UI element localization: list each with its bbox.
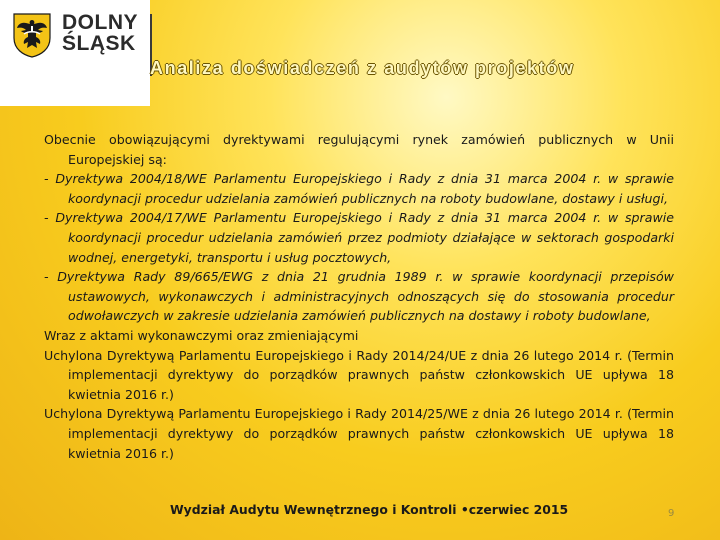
paragraph-implementing-acts: Wraz z aktami wykonawczymi oraz zmieniającymi bbox=[44, 327, 359, 343]
logo-area bbox=[0, 0, 150, 106]
slide-content bbox=[44, 130, 674, 463]
paragraph-repealed-2014-24: Uchylona Dyrektywą Parlamentu Europejskiego i Rady 2014/24/UE z dnia 26 lutego 2014 r. (Termin implementacji dyrektywy do porządków prawnych państw członkowskich UE upływa 18 kwietnia 2016 r.) bbox=[44, 347, 674, 402]
paragraph-directive-2004-18: - Dyrektywa 2004/18/WE Parlamentu Europejskiego i Rady z dnia 31 marca 2004 r. w sprawie koordynacji procedur udzielania zamówień publicznych na roboty budowlane, dostawy i usługi, bbox=[44, 171, 674, 206]
brand-line-1: DOLNY bbox=[62, 11, 138, 34]
slide-footer: Wydział Audytu Wewnętrznego i Kontroli •czerwiec 2015 bbox=[170, 502, 569, 517]
brand-line-2: ŚLĄSK bbox=[62, 32, 136, 55]
paragraph-directive-2004-17: - Dyrektywa 2004/17/WE Parlamentu Europejskiego i Rady z dnia 31 marca 2004 r. w sprawie koordynacji procedur udzielania zamówień przez podmioty działające w sektorach gospodarki wodnej, energetyki, transportu i usług pocztowych, bbox=[44, 210, 674, 265]
eagle-crest-icon bbox=[12, 12, 52, 58]
slide-title: Analiza doświadczeń z audytów projektów bbox=[150, 58, 575, 78]
paragraph-directive-89-665: - Dyrektywa Rady 89/665/EWG z dnia 21 grudnia 1989 r. w sprawie koordynacji przepisów ustawowych, wykonawczych i administracyjnych odnoszących się do stosowania procedur odwoławczych w zakresie udzielania zamówień publicznych na dostawy i roboty budowlane, bbox=[44, 269, 674, 324]
paragraph-repealed-2014-25: Uchylona Dyrektywą Parlamentu Europejskiego i Rady 2014/25/WE z dnia 26 lutego 2014 r. (Termin implementacji dyrektywy do porządków prawnych państw członkowskich UE upływa 18 kwietnia 2016 r.) bbox=[44, 406, 674, 461]
paragraph-intro: Obecnie obowiązującymi dyrektywami regulującymi rynek zamówień publicznych w Unii Europejskiej są: bbox=[44, 132, 674, 167]
page-number: 9 bbox=[668, 508, 675, 519]
brand-name bbox=[62, 12, 138, 54]
